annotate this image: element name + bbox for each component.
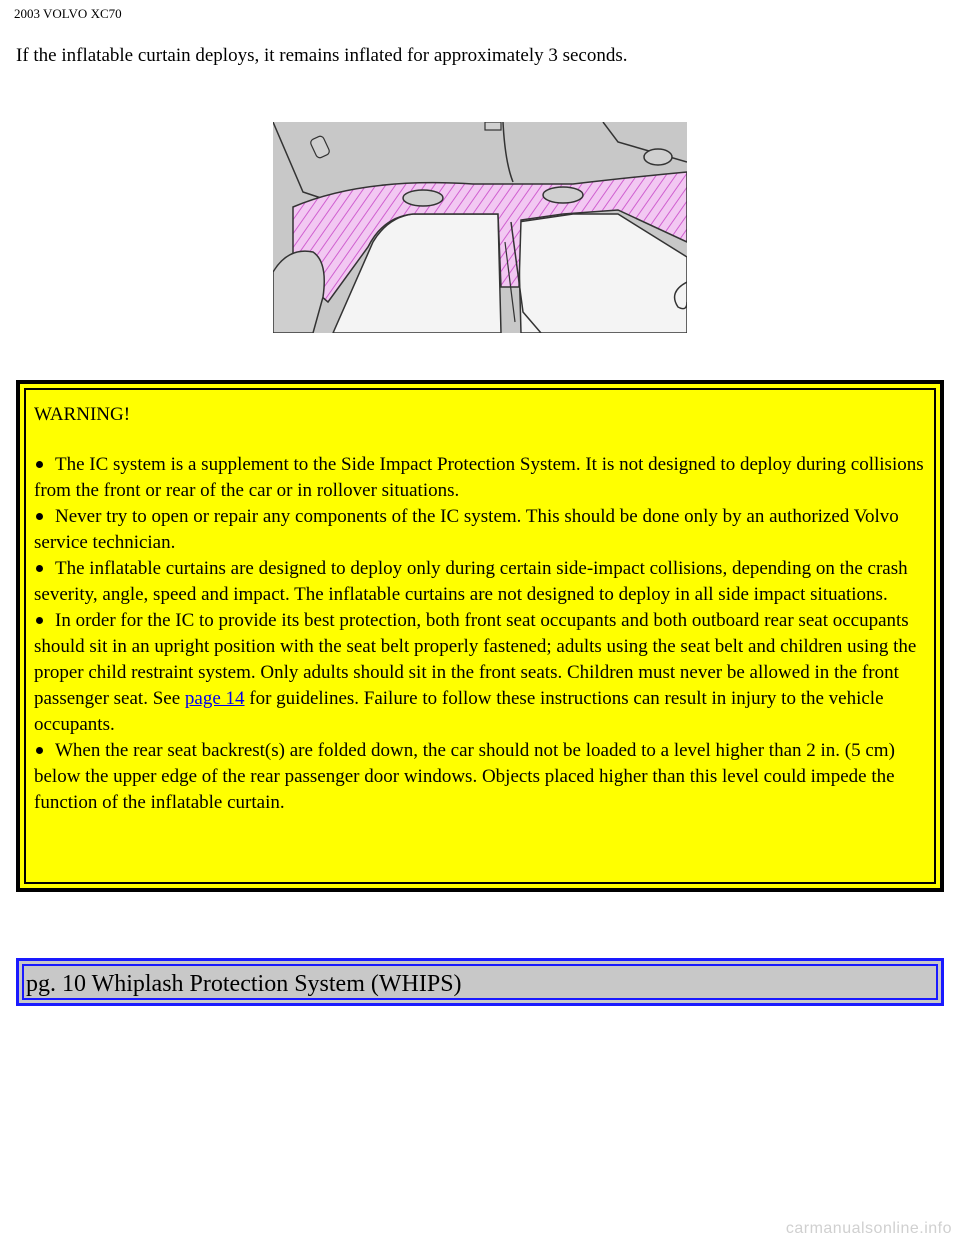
warning-item-text: When the rear seat backrest(s) are folded down, the car should not be loaded to a level higher than 2 in. (5 cm) below the upper edge of the rear passenger door windows. Objects placed higher than this level could impede the function of the inflatable curtain.: [34, 740, 895, 813]
warning-item: [34, 556, 934, 608]
warning-item-text: The inflatable curtains are designed to deploy only during certain side-impact collisions, depending on the crash severity, angle, speed and impact. The inflatable curtains are not designed to deploy in all side impact situations.: [34, 558, 908, 605]
warning-item: [34, 504, 934, 556]
warning-item-text: for guidelines. Failure to follow these instructions can result in injury to the vehicle occupants.: [34, 688, 884, 735]
warning-item-text: Never try to open or repair any components of the IC system. This should be done only by an authorized Volvo service technician.: [34, 506, 899, 553]
warning-item: [34, 738, 934, 816]
inflatable-curtain-illustration: [273, 122, 687, 333]
warning-box-inner: [24, 388, 936, 884]
document-header: 2003 VOLVO XC70: [14, 6, 122, 21]
bullet-icon: [36, 461, 43, 468]
warning-item: [34, 452, 934, 504]
next-page-label[interactable]: pg. 10 Whiplash Protection System (WHIPS): [22, 964, 938, 1000]
bullet-icon: [36, 565, 43, 572]
warning-list: [34, 452, 934, 816]
warning-item-text: In order for the IC to provide its best protection, both front seat occupants and both outboard rear seat occupants should sit in an upright position with the seat belt properly fastened; adults using the seat belt and children using the proper child restraint system. Only adults should sit in the front seats. Children must never be allowed in the front passenger seat. See: [34, 610, 917, 709]
bullet-icon: [36, 617, 43, 624]
page-14-link[interactable]: page 14: [184, 688, 245, 709]
warning-title: WARNING!: [34, 404, 131, 425]
bullet-icon: [36, 747, 43, 754]
intro-text: If the inflatable curtain deploys, it remains inflated for approximately 3 seconds.: [16, 45, 628, 66]
warning-item-text: The IC system is a supplement to the Side Impact Protection System. It is not designed to deploy during collisions from the front or rear of the car or in rollover situations.: [34, 454, 924, 501]
warning-box: [16, 380, 944, 892]
next-page-bar[interactable]: [16, 958, 944, 1006]
warning-item: [34, 608, 934, 738]
bullet-icon: [36, 513, 43, 520]
watermark: carmanualsonline.info: [785, 1220, 952, 1237]
